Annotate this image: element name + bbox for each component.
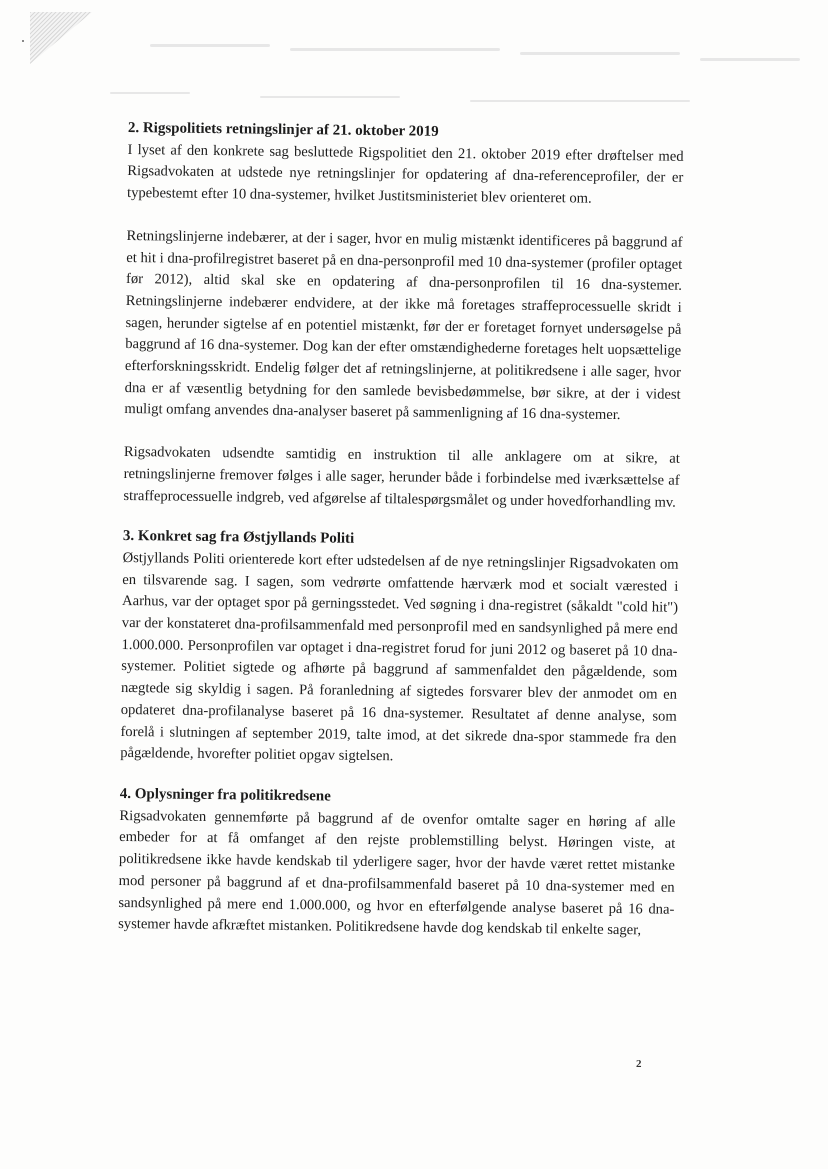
bleed-through-line bbox=[290, 48, 500, 51]
bleed-through-line bbox=[150, 44, 270, 47]
paragraph: Rigsadvokaten gennemførte på baggrund af de ovenfor omtalte sager en høring af alle embeder for at få omfanget af den rejste problemstilling belyst. Høringen viste, at politikredsene ikke havde kendskab til yderligere sager, hvor der havde været rettet mistanke mod personer på baggrund af et dna-profilsammenfald baseret på 10 dna-systemer med en sandsynlighed på mere end 1.000.000, og hvor en efterfølgende analyse baseret på 16 dna-systemer havde afkræftet mistanken. Politikredsene havde dog kendskab til enkelte sager, bbox=[118, 807, 676, 939]
paragraph: I lyset af den konkrete sag besluttede Rigspolitiet den 21. oktober 2019 efter drøftelser med Rigsadvokaten at udstede nye retningslinjer for opdatering af dna-referenceprofiler, der er typebestemt efter 10 dna-systemer, hvilket Justitsministeriet blev orienteret om. bbox=[126, 141, 684, 207]
bleed-through-line bbox=[520, 52, 680, 55]
bleed-through-line bbox=[470, 100, 690, 102]
bleed-through-line bbox=[700, 58, 800, 61]
section-heading: 3. Konkret sag fra Østjyllands Politi bbox=[122, 528, 355, 548]
paragraph: Østjyllands Politi orienterede kort efter udstedelsen af de nye retningslinjer Rigsadvokaten om en tilsvarende sag. I sagen, som vedrørte omfattende hærværk mod et socialt værested i Aarhus, var der optaget spor på gerningsstedet. Ved søgning i dna-registret (såkaldt "cold hit") var der konstateret dna-profilsammenfald med personprofil med en sandsynlighed på mere end 1.000.000. Personprofilen var optaget i dna-registret forud for juni 2012 og baseret på 10 dna-systemer. Politiet sigtede og afhørte på baggrund af sammenfaldet den pågældende, som nægtede sig skyldig i sagen. På foranledning af sigtedes forsvarer blev der anmodet om en opdateret dna-profilanalyse baseret på 16 dna-systemer. Resultatet af denne analyse, som forelå i slutningen af september 2019, talte imod, at det sikrede dna-spor stammede fra den pågældende, hvorefter politiet opgav sigtelsen. bbox=[120, 549, 679, 765]
section-heading: 2. Rigspolitiets retningslinjer af 21. oktober 2019 bbox=[127, 119, 439, 140]
bleed-through-line bbox=[260, 96, 400, 98]
bleed-through-line bbox=[110, 92, 190, 94]
page-number: 2 bbox=[636, 1058, 642, 1070]
document-body bbox=[118, 118, 684, 943]
paragraph: Retningslinjerne indebærer, at der i sager, hvor en mulig mistænkt identificeres på baggrund af et hit i dna-profilregistret baseret på en dna-personprofil med 10 dna-systemer (profiler optaget før 2012), altid skal ske en opdatering af dna-personprofilen til 16 dna-systemer. Retningslinjerne indebærer endvidere, at der ikke må foretages straffeprocessuelle skridt i sagen, herunder sigtelse af en potentiel mistænkt, før der er foretaget fornyet undersøgelse på baggrund af 16 dna-systemer. Dog kan der efter omstændighederne foretages helt uopsættelige efterforskningsskridt. Endelig følger det af retningslinjerne, at politikredsene i alle sager, hvor dna er af væsentlig betydning for den samlede bevisbedømmelse, bør sikre, at der i videst muligt omfang anvendes dna-analyser baseret på sammenligning af 16 dna-systemer. bbox=[124, 227, 683, 424]
paragraph: Rigsadvokaten udsendte samtidig en instruktion til alle anklagere om at sikre, at retningslinjerne fremover følges i alle sager, herunder både i forbindelse med iværksættelse af straffeprocessuelle indgreb, ved afgørelse af tiltalespørgsmålet og under hovedforhandling mv. bbox=[123, 444, 680, 511]
section-heading: 4. Oplysninger fra politikredsene bbox=[119, 785, 331, 805]
scanner-artifact bbox=[30, 12, 92, 64]
scanner-dot bbox=[22, 40, 24, 42]
